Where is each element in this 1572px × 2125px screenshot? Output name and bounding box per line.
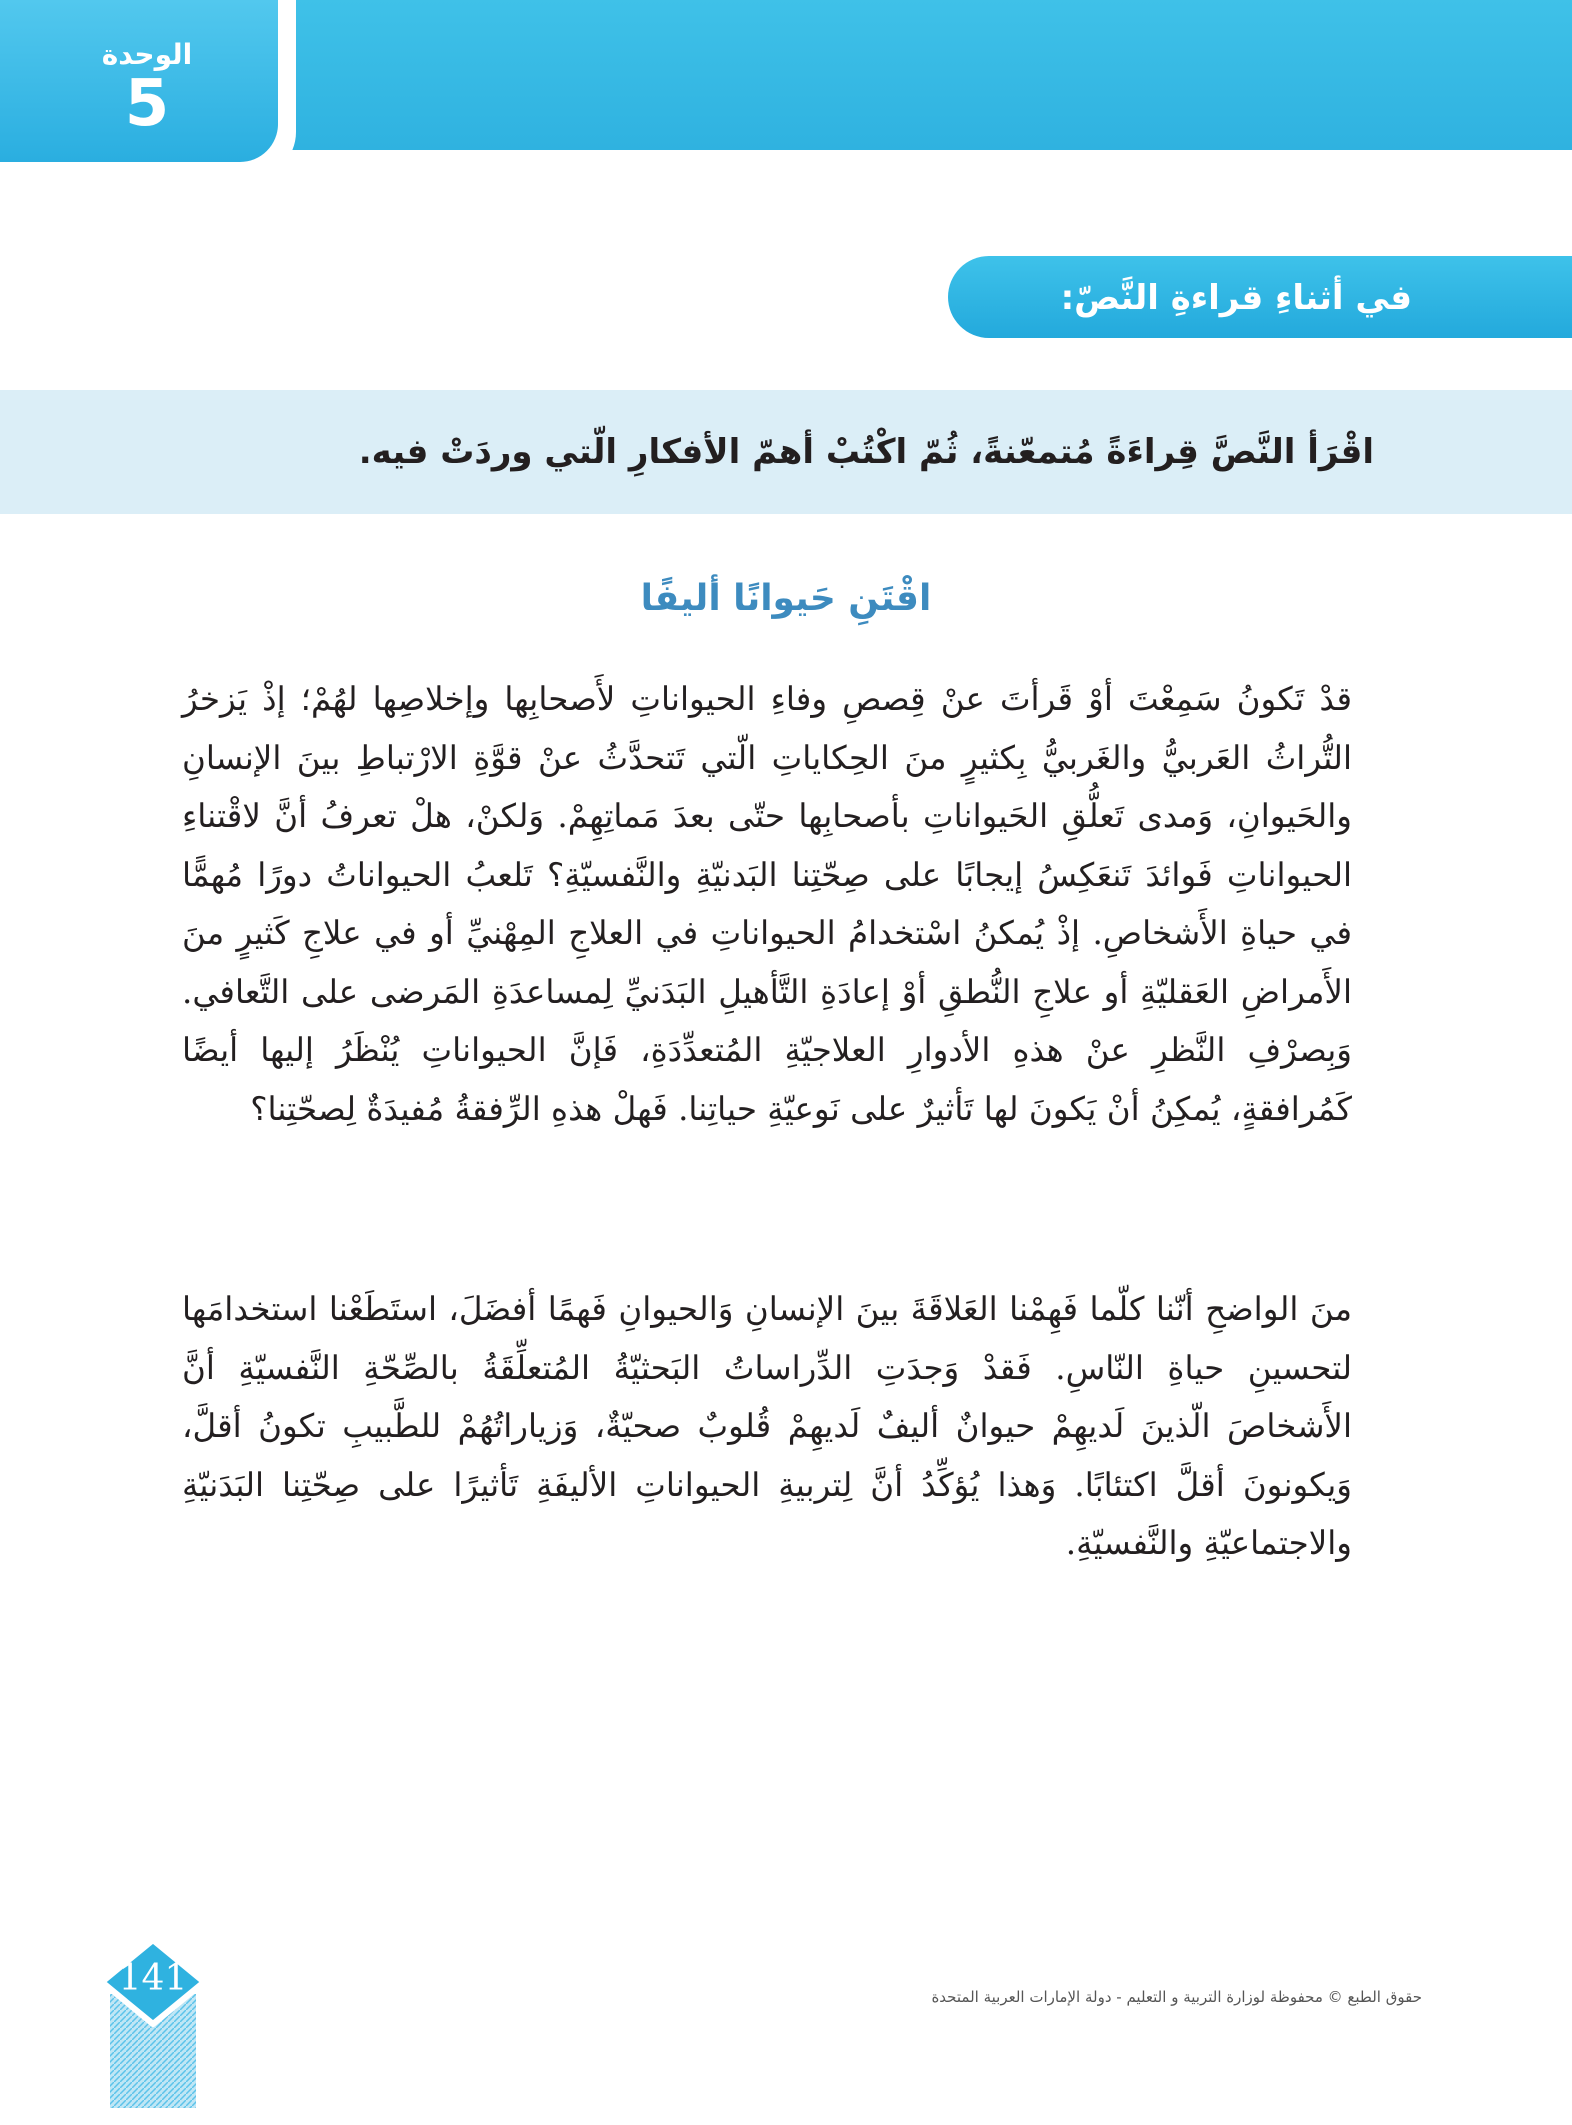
page-number: 141 (118, 1958, 188, 1999)
top-header-band (290, 0, 1572, 150)
passage-title: اقْتَنِ حَيوانًا أليفًا (640, 578, 932, 619)
passage-paragraph-2: منَ الواضحِ أنّنا كلّما فَهِمْنا العَلاقَةَ بينَ الإنسانِ وَالحيوانِ فَهمًا أفضَلَ، استَطَعْنا استخدامَها لتحسينِ حياةِ النّاسِ. فَقدْ وَجدَتِ الدِّراساتُ البَحثيّةُ المُتعلِّقَةُ بالصِّحّةِ النَّفسيّةِ أنَّ الأَشخاصَ الّذينَ لَديهِمْ حيوانٌ أليفٌ لَديهِمْ قُلوبٌ صحيّةٌ، وَزياراتُهُمْ للطَّبيبِ تكونُ أقلَّ، وَيكونونَ أقلَّ اكتئابًا. وَهذا يُؤكِّدُ أنَّ لِتربيةِ الحيواناتِ الأليفَةِ تَأثيرًا على صِحّتِنا البَدَنيّةِ والاجتماعيّةِ والنَّفسيّةِ. (182, 1290, 1352, 1562)
unit-number: 5 (124, 67, 170, 141)
passage-paragraph-1: قدْ تَكونُ سَمِعْتَ أوْ قَرأتَ عنْ قِصصِ وفاءِ الحيواناتِ لأَصحابِها وإخلاصِها لهُمْ؛ إذْ يَزخرُ التُّراثُ العَربيُّ والغَربيُّ بِكثيرٍ منَ الحِكاياتِ الّتي تَتحدَّثُ عنْ قوَّةِ الارْتباطِ بينَ الإنسانِ والحَيوانِ، وَمدى تَعلُّقِ الحَيواناتِ بأصحابِها حتّى بعدَ مَماتِهِمْ. وَلكنْ، هلْ تعرفُ أنَّ لاقْتناءِ الحيواناتِ فَوائدَ تَنعَكِسُ إيجابًا على صِحّتِنا البَدنيّةِ والنَّفسيّةِ؟ تَلعبُ الحيواناتُ دورًا مُهمًّا في حياةِ الأَشخاصِ. إذْ يُمكنُ اسْتخدامُ الحيواناتِ في العلاجِ المِهْنيِّ أو في علاجِ كَثيرٍ منَ الأَمراضِ العَقليّةِ أو علاجِ النُّطقِ أوْ إعادَةِ التَّأهيلِ البَدَنيِّ لِمساعدَةِ المَرضى على التَّعافي. وَبِصرْفِ النَّظرِ عنْ هذهِ الأدوارِ العلاجيّةِ المُتعدِّدَةِ، فَإنَّ الحيواناتِ يُنْظَرُ إليها أيضًا كَمُرافقةٍ، يُمكِنُ أنْ يَكونَ لها تَأثيرٌ على نَوعيّةِ حياتِنا. فَهلْ هذهِ الرِّفقةُ مُفيدَةٌ لِصحّتِنا؟ (182, 680, 1352, 1128)
section-title: في أثناءِ قراءةِ النَّصّ: (1060, 278, 1412, 318)
unit-label: الوحدة (101, 38, 193, 71)
instruction-text: اقْرَأ النَّصَّ قِراءَةً مُتمعّنةً، ثُمّ اكْتُبْ أهمّ الأفكارِ الّتي وردَتْ فيه. (358, 432, 1374, 472)
copyright-notice: حقوق الطبع © محفوظة لوزارة التربية و التعليم - دولة الإمارات العربية المتحدة (931, 1988, 1422, 2006)
